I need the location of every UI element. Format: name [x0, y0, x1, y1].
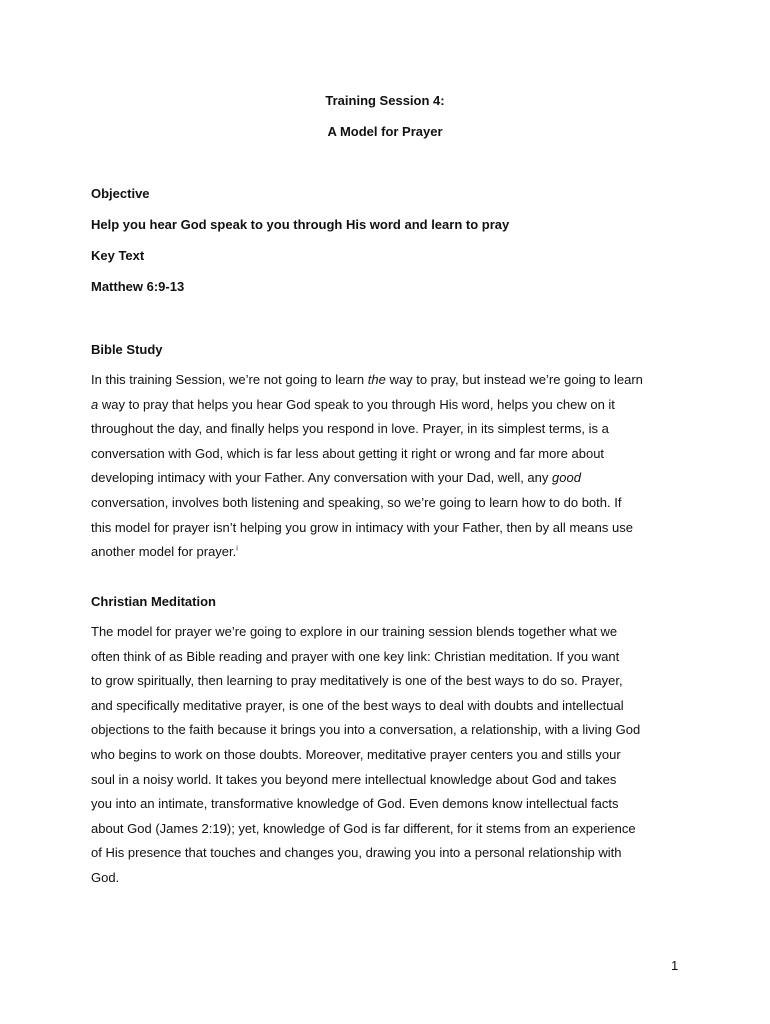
- christian-meditation-paragraph: [91, 620, 691, 891]
- paragraph-line: another model for prayer.$^i$: [91, 544, 238, 560]
- bible-study-paragraph: [91, 368, 691, 565]
- paragraph-line: objections to the faith because it brings you into a conversation, a relationship, with a living God: [91, 722, 641, 738]
- paragraph-line: developing intimacy with your Father. Any conversation with your Dad, well, any good: [91, 470, 581, 486]
- objective-text: Help you hear God speak to you through His word and learn to pray: [91, 217, 510, 232]
- paragraph-line: and specifically meditative prayer, is one of the best ways to deal with doubts and intellectual: [91, 697, 624, 713]
- key-text-heading: Key Text: [91, 248, 145, 263]
- paragraph-line: In this training Session, we’re not going to learn the way to pray, but instead we’re going to learn: [91, 372, 643, 387]
- paragraph-line: The model for prayer we’re going to explore in our training session blends together what we: [91, 624, 618, 639]
- paragraph-line: to grow spiritually, then learning to pray meditatively is one of the best ways to do so. Prayer,: [91, 673, 623, 689]
- objective-heading: Objective: [91, 186, 150, 201]
- paragraph-line: throughout the day, and finally helps you respond in love. Prayer, in its simplest terms, is a: [91, 421, 609, 437]
- emphasis: a: [91, 396, 99, 412]
- paragraph-line: about God (James 2:19); yet, knowledge of God is far different, for it stems from an experience: [91, 820, 636, 836]
- endnote-marker[interactable]: i: [236, 545, 238, 553]
- paragraph-line: conversation, involves both listening and speaking, so we’re going to learn how to do both. If: [91, 494, 622, 510]
- paragraph-line: often think of as Bible reading and prayer with one key link: Christian meditation. If you want: [91, 648, 620, 664]
- paragraph-line: who begins to work on those doubts. Moreover, meditative prayer centers you and stills your: [91, 746, 621, 762]
- paragraph-line: you into an intimate, transformative knowledge of God. Even demons know intellectual facts: [91, 796, 619, 812]
- bible-study-heading: Bible Study: [91, 342, 163, 357]
- emphasis: good: [552, 470, 581, 486]
- emphasis: the: [367, 372, 386, 387]
- page-number: 1: [671, 958, 679, 973]
- paragraph-line: of His presence that touches and changes you, drawing you into a personal relationship with: [91, 845, 622, 861]
- document-subtitle: A Model for Prayer: [327, 124, 443, 139]
- document-title: Training Session 4:: [325, 93, 445, 108]
- paragraph-line: God.: [91, 869, 120, 885]
- key-text-value: Matthew 6:9-13: [91, 279, 185, 294]
- paragraph-line: soul in a noisy world. It takes you beyond mere intellectual knowledge about God and takes: [91, 771, 617, 787]
- paragraph-line: this model for prayer isn’t helping you grow in intimacy with your Father, then by all means use: [91, 519, 633, 535]
- paragraph-line: conversation with God, which is far less about getting it right or wrong and far more about: [91, 445, 605, 461]
- christian-meditation-heading: Christian Meditation: [91, 594, 216, 609]
- paragraph-line: a way to pray that helps you hear God speak to you through His word, helps you chew on it: [91, 396, 615, 412]
